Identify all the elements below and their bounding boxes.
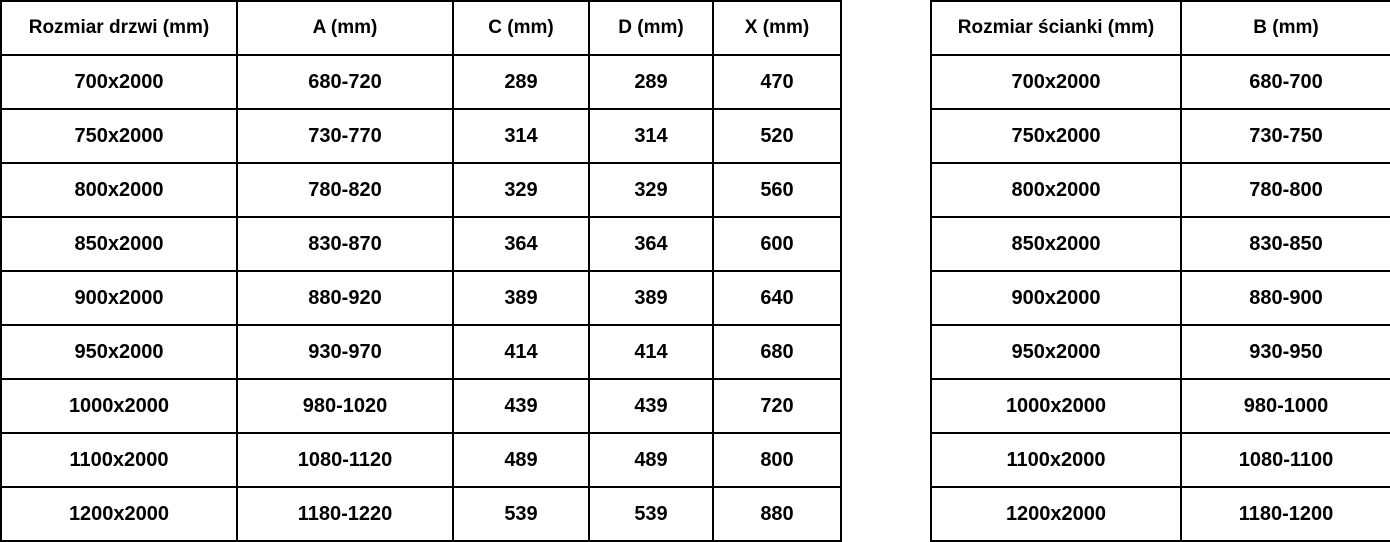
cell-b: 880-900 <box>1181 271 1390 325</box>
cell-a: 930-970 <box>237 325 453 379</box>
column-header-x: X (mm) <box>713 1 841 55</box>
cell-d: 439 <box>589 379 713 433</box>
cell-a: 730-770 <box>237 109 453 163</box>
table-row <box>1 487 841 541</box>
cell-wall-size: 700x2000 <box>931 55 1181 109</box>
cell-wall-size: 1000x2000 <box>931 379 1181 433</box>
table-row <box>1 217 841 271</box>
cell-a: 830-870 <box>237 217 453 271</box>
table-row <box>1 379 841 433</box>
cell-b: 830-850 <box>1181 217 1390 271</box>
tables-spacer <box>840 0 930 541</box>
cell-a: 880-920 <box>237 271 453 325</box>
cell-c: 364 <box>453 217 589 271</box>
cell-b: 1180-1200 <box>1181 487 1390 541</box>
cell-door-size: 850x2000 <box>1 217 237 271</box>
cell-c: 389 <box>453 271 589 325</box>
wall-dimensions-table <box>930 0 1390 542</box>
cell-a: 1080-1120 <box>237 433 453 487</box>
cell-b: 930-950 <box>1181 325 1390 379</box>
cell-b: 780-800 <box>1181 163 1390 217</box>
cell-door-size: 750x2000 <box>1 109 237 163</box>
table-row <box>1 163 841 217</box>
cell-wall-size: 1100x2000 <box>931 433 1181 487</box>
table-row <box>1 55 841 109</box>
table-row <box>931 379 1390 433</box>
table-row <box>931 271 1390 325</box>
cell-d: 489 <box>589 433 713 487</box>
cell-x: 880 <box>713 487 841 541</box>
cell-b: 680-700 <box>1181 55 1390 109</box>
cell-door-size: 700x2000 <box>1 55 237 109</box>
cell-x: 470 <box>713 55 841 109</box>
table-row <box>931 487 1390 541</box>
cell-wall-size: 850x2000 <box>931 217 1181 271</box>
cell-wall-size: 900x2000 <box>931 271 1181 325</box>
table-row <box>1 325 841 379</box>
cell-door-size: 1100x2000 <box>1 433 237 487</box>
table-row <box>1 433 841 487</box>
cell-c: 439 <box>453 379 589 433</box>
table-row <box>931 325 1390 379</box>
cell-c: 539 <box>453 487 589 541</box>
table-row <box>931 217 1390 271</box>
column-header-a: A (mm) <box>237 1 453 55</box>
column-header-c: C (mm) <box>453 1 589 55</box>
column-header-wall-size: Rozmiar ścianki (mm) <box>931 1 1181 55</box>
table-header-row <box>931 1 1390 55</box>
cell-c: 289 <box>453 55 589 109</box>
table-header-row <box>1 1 841 55</box>
cell-a: 780-820 <box>237 163 453 217</box>
cell-x: 680 <box>713 325 841 379</box>
cell-d: 289 <box>589 55 713 109</box>
cell-x: 640 <box>713 271 841 325</box>
table-row <box>931 109 1390 163</box>
cell-c: 489 <box>453 433 589 487</box>
cell-door-size: 1000x2000 <box>1 379 237 433</box>
table-row <box>931 55 1390 109</box>
cell-door-size: 1200x2000 <box>1 487 237 541</box>
table-row <box>1 271 841 325</box>
cell-d: 314 <box>589 109 713 163</box>
cell-d: 364 <box>589 217 713 271</box>
cell-b: 1080-1100 <box>1181 433 1390 487</box>
cell-wall-size: 800x2000 <box>931 163 1181 217</box>
cell-wall-size: 1200x2000 <box>931 487 1181 541</box>
table-row <box>1 109 841 163</box>
column-header-d: D (mm) <box>589 1 713 55</box>
cell-x: 600 <box>713 217 841 271</box>
column-header-door-size: Rozmiar drzwi (mm) <box>1 1 237 55</box>
table-row <box>931 433 1390 487</box>
cell-d: 414 <box>589 325 713 379</box>
cell-b: 730-750 <box>1181 109 1390 163</box>
cell-door-size: 950x2000 <box>1 325 237 379</box>
cell-door-size: 800x2000 <box>1 163 237 217</box>
cell-door-size: 900x2000 <box>1 271 237 325</box>
cell-c: 414 <box>453 325 589 379</box>
cell-a: 680-720 <box>237 55 453 109</box>
table-row <box>931 163 1390 217</box>
cell-c: 314 <box>453 109 589 163</box>
cell-x: 720 <box>713 379 841 433</box>
cell-a: 980-1020 <box>237 379 453 433</box>
cell-b: 980-1000 <box>1181 379 1390 433</box>
cell-d: 539 <box>589 487 713 541</box>
cell-x: 800 <box>713 433 841 487</box>
cell-wall-size: 950x2000 <box>931 325 1181 379</box>
column-header-b: B (mm) <box>1181 1 1390 55</box>
cell-d: 389 <box>589 271 713 325</box>
cell-a: 1180-1220 <box>237 487 453 541</box>
cell-wall-size: 750x2000 <box>931 109 1181 163</box>
cell-d: 329 <box>589 163 713 217</box>
cell-c: 329 <box>453 163 589 217</box>
wall-dimensions-table-wrapper <box>930 0 1390 541</box>
cell-x: 520 <box>713 109 841 163</box>
cell-x: 560 <box>713 163 841 217</box>
